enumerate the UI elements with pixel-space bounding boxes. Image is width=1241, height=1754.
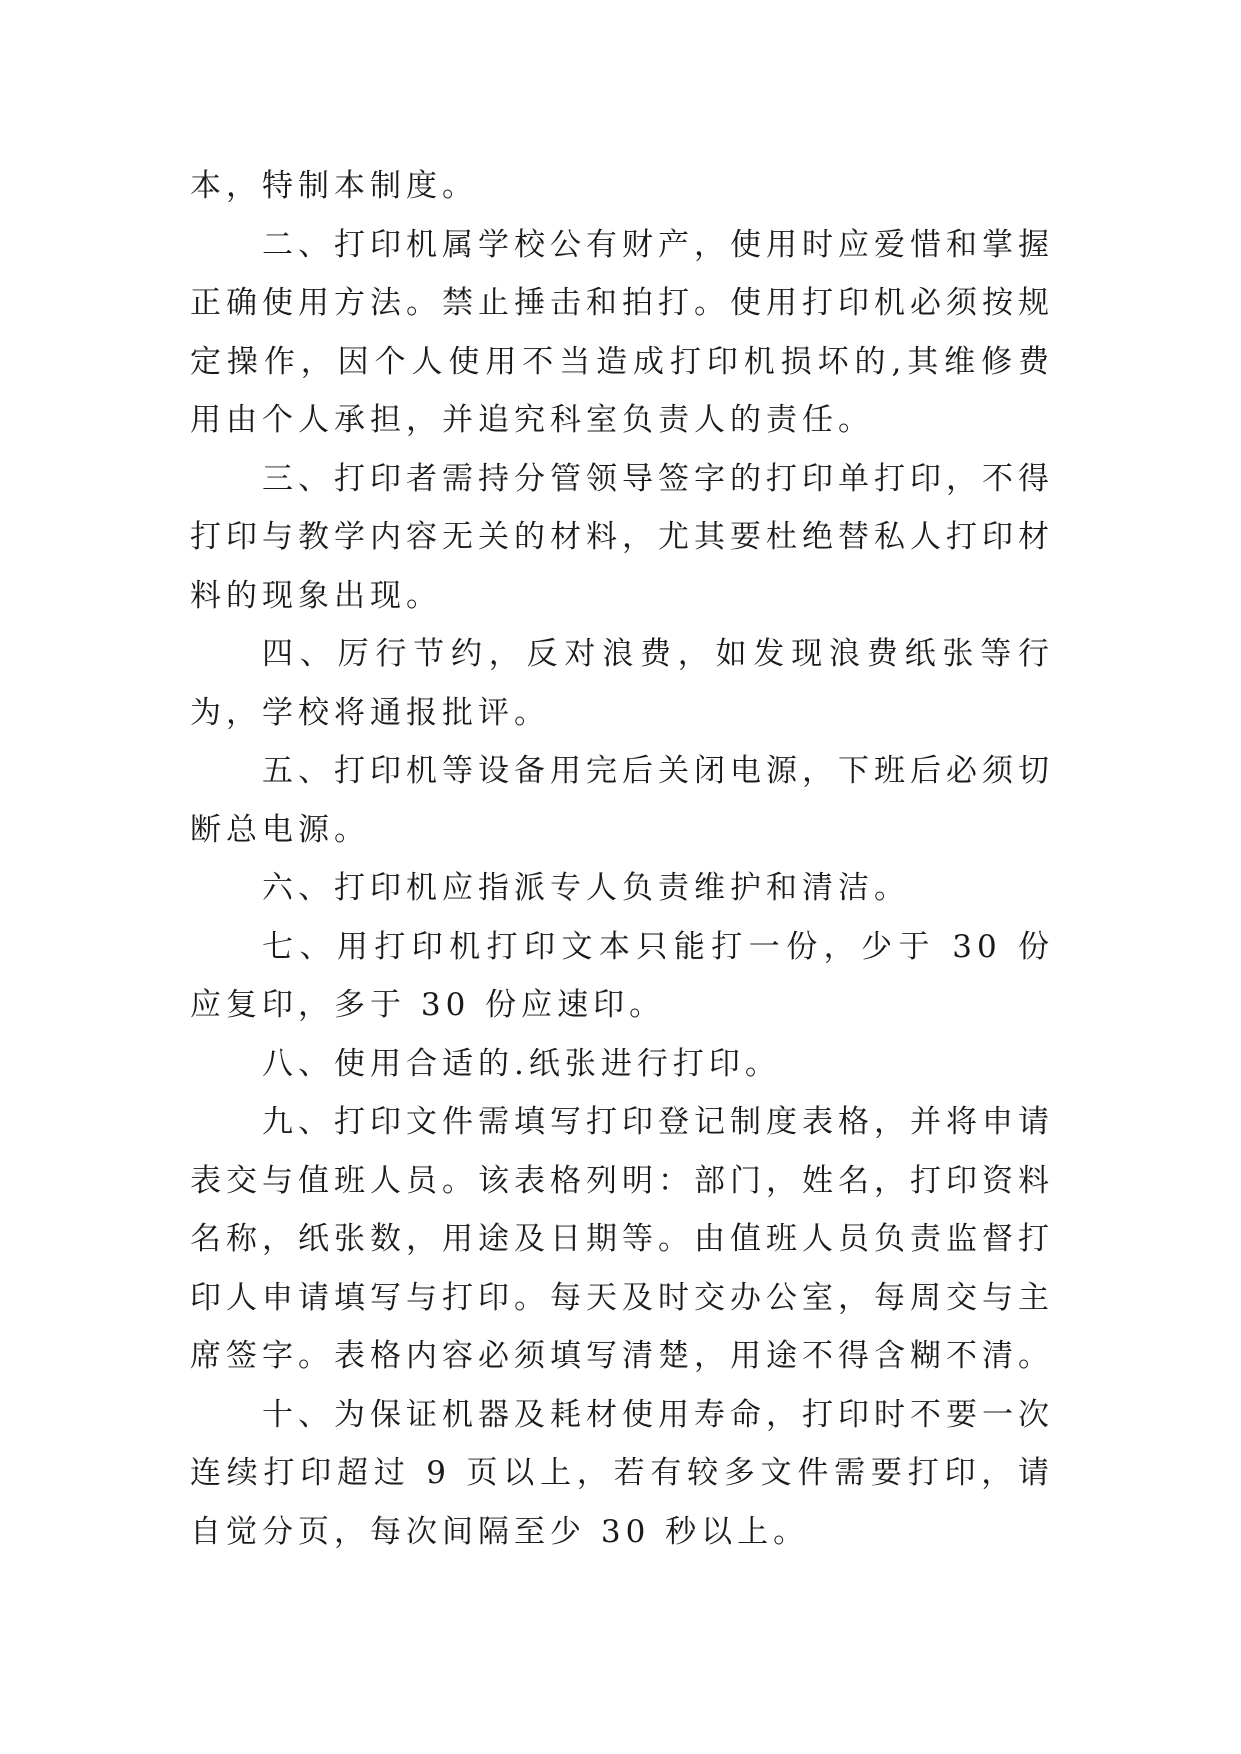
paragraph-item-8: 八、使用合适的.纸张进行打印。 — [262, 1045, 781, 1082]
paragraph-item-9: 九、打印文件需填写打印登记制度表格，并将申请表交与值班人员。该表格列明：部门，姓名，打印资料名称，纸张数，用途及日期等。由值班人员负责监督打印人申请填写与打印。每天及时交办公室，每周交与主席签字。表格内容必须填写清楚，用途不得含糊不清。 — [190, 1104, 1054, 1374]
paragraph-item-3: 三、打印者需持分管领导签字的打印单打印，不得打印与教学内容无关的材料，尤其要杜绝替私人打印材料的现象出现。 — [190, 460, 1054, 614]
paragraph-item-4: 四、厉行节约，反对浪费，如发现浪费纸张等行为，学校将通报批评。 — [190, 636, 1054, 731]
paragraph-item-2: 二、打印机属学校公有财产，使用时应爱惜和掌握正确使用方法。禁止捶击和拍打。使用打印机必须按规定操作，因个人使用不当造成打印机损坏的,其维修费用由个人承担，并追究科室负责人的责任。 — [190, 226, 1054, 438]
paragraph-item-6: 六、打印机应指派专人负责维护和清洁。 — [262, 870, 910, 906]
paragraph-item-5: 五、打印机等设备用完后关闭电源，下班后必须切断总电源。 — [190, 753, 1054, 848]
paragraph-intro-continuation: 本，特制本制度。 — [190, 168, 478, 204]
document-body — [190, 157, 1054, 1561]
paragraph-item-10: 十、为保证机器及耗材使用寿命，打印时不要一次连续打印超过 9 页以上，若有较多文件需要打印，请自觉分页，每次间隔至少 30 秒以上。 — [190, 1396, 1054, 1550]
paragraph-item-7: 七、用打印机打印文本只能打一份，少于 30 份应复印，多于 30 份应速印。 — [190, 928, 1054, 1023]
